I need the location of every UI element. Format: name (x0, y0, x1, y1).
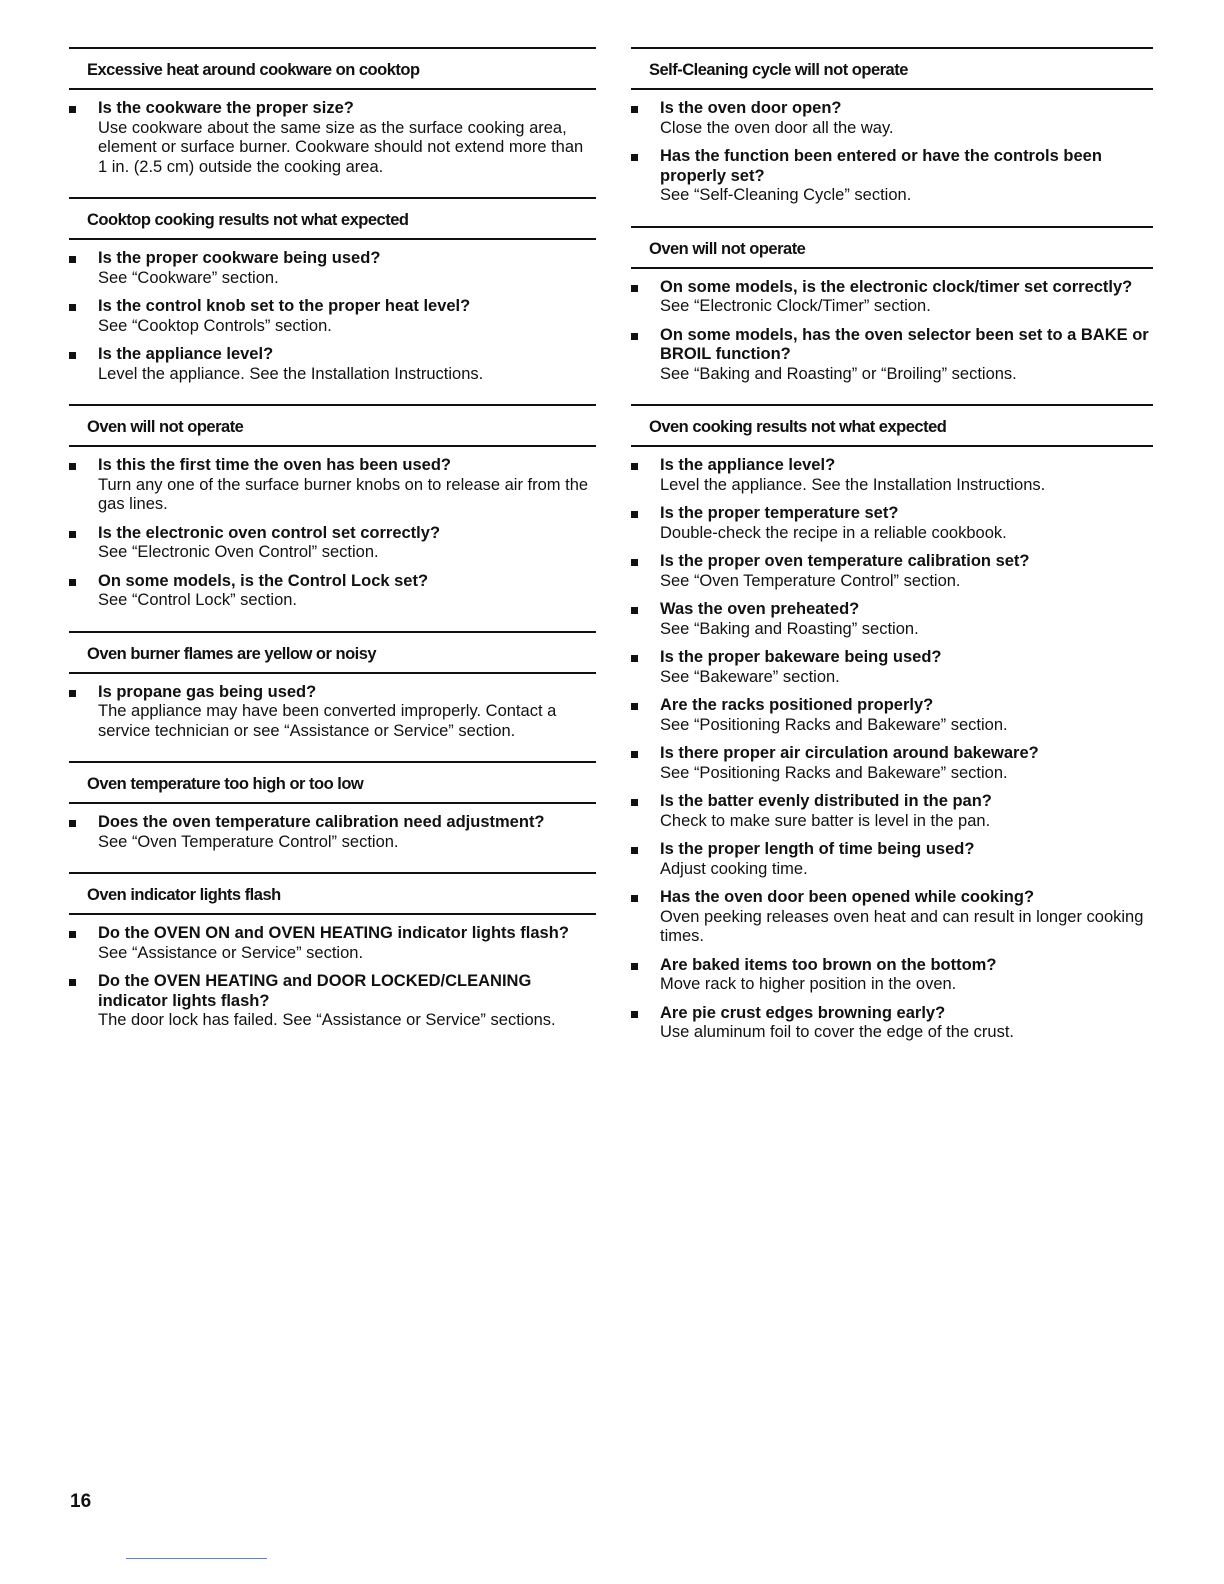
section-title: Oven temperature too high or too low (69, 761, 596, 804)
question-text: Is the proper oven temperature calibration set? (660, 552, 1030, 570)
square-bullet-icon (631, 333, 638, 340)
question-text: Do the OVEN HEATING and DOOR LOCKED/CLEANING indicator lights flash? (98, 972, 532, 1010)
list-item (631, 956, 1153, 995)
list-item (69, 249, 596, 288)
answer-text: Use cookware about the same size as the surface cooking area, element or surface burner. Cookware should not extend more than 1 in. (2.5 cm) outside the cooking area. (98, 118, 584, 176)
square-bullet-icon (69, 256, 76, 263)
answer-text: The appliance may have been converted improperly. Contact a service technician or see “Assistance or Service” section. (98, 702, 557, 740)
square-bullet-icon (69, 931, 76, 938)
list-item (631, 888, 1153, 947)
list-item (631, 840, 1153, 879)
question-list (631, 269, 1153, 405)
list-item (631, 600, 1153, 639)
left-column (69, 47, 596, 1051)
section-title: Oven will not operate (69, 404, 596, 447)
square-bullet-icon (631, 751, 638, 758)
square-bullet-icon (631, 895, 638, 902)
right-column (631, 47, 1153, 1063)
answer-text: Level the appliance. See the Installation Instructions. (98, 364, 484, 383)
list-item (69, 924, 596, 963)
question-list (69, 674, 596, 762)
answer-text: Check to make sure batter is level in the pan. (660, 811, 991, 830)
square-bullet-icon (69, 690, 76, 697)
troubleshooting-section (631, 47, 1153, 226)
section-title: Self-Cleaning cycle will not operate (631, 47, 1153, 90)
square-bullet-icon (631, 607, 638, 614)
section-title: Oven will not operate (631, 226, 1153, 269)
list-item (69, 572, 596, 611)
list-item (631, 1004, 1153, 1043)
question-text: Does the oven temperature calibration need adjustment? (98, 813, 545, 831)
answer-text: See “Electronic Clock/Timer” section. (660, 297, 931, 315)
page-number: 16 (70, 1491, 92, 1512)
list-item (69, 524, 596, 563)
question-text: Was the oven preheated? (660, 600, 860, 618)
question-text: Is the proper cookware being used? (98, 249, 381, 267)
question-list (69, 915, 596, 1051)
square-bullet-icon (69, 304, 76, 311)
troubleshooting-section (69, 872, 596, 1051)
answer-text: Oven peeking releases oven heat and can result in longer cooking times. (660, 907, 1144, 945)
question-list (69, 804, 596, 872)
question-list (69, 447, 596, 631)
answer-text: See “Baking and Roasting” or “Broiling” sections. (660, 364, 1017, 383)
question-text: Is the proper length of time being used? (660, 840, 975, 858)
answer-text: Level the appliance. See the Installation Instructions. (660, 475, 1046, 494)
answer-text: See “Positioning Racks and Bakeware” section. (660, 715, 1008, 734)
question-text: Is the cookware the proper size? (98, 99, 354, 117)
answer-text: Use aluminum foil to cover the edge of the crust. (660, 1023, 1015, 1041)
section-title: Oven cooking results not what expected (631, 404, 1153, 447)
square-bullet-icon (631, 559, 638, 566)
list-item (631, 99, 1153, 138)
list-item (631, 278, 1153, 317)
answer-text: See “Electronic Oven Control” section. (98, 543, 379, 561)
question-text: On some models, is the Control Lock set? (98, 571, 429, 590)
square-bullet-icon (631, 511, 638, 518)
troubleshooting-section (631, 226, 1153, 405)
square-bullet-icon (69, 352, 76, 359)
question-text: Is propane gas being used? (98, 682, 317, 701)
answer-text: See “Self-Cleaning Cycle” section. (660, 186, 912, 204)
question-text: Is the proper temperature set? (660, 504, 899, 522)
question-text: Is the proper bakeware being used? (660, 648, 942, 666)
footer-rule (126, 1558, 267, 1559)
list-item (69, 99, 596, 177)
answer-text: See “Bakeware” section. (660, 667, 840, 686)
answer-text: See “Control Lock” section. (98, 591, 298, 609)
square-bullet-icon (631, 1011, 638, 1018)
answer-text: The door lock has failed. See “Assistance or Service” sections. (98, 1011, 556, 1029)
square-bullet-icon (631, 703, 638, 710)
question-text: Are the racks positioned properly? (660, 696, 934, 714)
square-bullet-icon (631, 463, 638, 470)
troubleshooting-section (69, 47, 596, 197)
section-title: Oven indicator lights flash (69, 872, 596, 915)
answer-text: Double-check the recipe in a reliable cookbook. (660, 523, 1007, 542)
list-item (631, 648, 1153, 687)
question-list (631, 90, 1153, 226)
square-bullet-icon (69, 820, 76, 827)
answer-text: See “Cookware” section. (98, 268, 279, 287)
answer-text: See “Oven Temperature Control” section. (98, 832, 399, 851)
list-item (69, 972, 596, 1031)
question-text: Is the appliance level? (98, 345, 274, 363)
answer-text: Close the oven door all the way. (660, 118, 894, 137)
list-item (631, 744, 1153, 783)
section-title: Cooktop cooking results not what expected (69, 197, 596, 240)
square-bullet-icon (631, 655, 638, 662)
question-text: Is the control knob set to the proper heat level? (98, 297, 471, 315)
troubleshooting-section (69, 197, 596, 404)
answer-text: See “Oven Temperature Control” section. (660, 571, 961, 590)
list-item (69, 345, 596, 384)
troubleshooting-section (69, 404, 596, 631)
question-text: Do the OVEN ON and OVEN HEATING indicator lights flash? (98, 924, 569, 942)
question-text: Is the oven door open? (660, 99, 842, 117)
answer-text: Move rack to higher position in the oven. (660, 975, 957, 993)
question-text: Are baked items too brown on the bottom? (660, 955, 997, 974)
list-item (69, 813, 596, 852)
troubleshooting-section (69, 761, 596, 872)
square-bullet-icon (69, 979, 76, 986)
answer-text: Turn any one of the surface burner knobs on to release air from the gas lines. (98, 475, 589, 513)
square-bullet-icon (69, 463, 76, 470)
question-text: Has the function been entered or have the controls been properly set? (660, 147, 1102, 185)
square-bullet-icon (69, 579, 76, 586)
troubleshooting-section (69, 631, 596, 762)
list-item (69, 456, 596, 515)
question-text: Is the electronic oven control set correctly? (98, 523, 441, 542)
question-text: Is the appliance level? (660, 456, 836, 474)
list-item (631, 552, 1153, 591)
question-text: On some models, has the oven selector been set to a BAKE or BROIL function? (660, 325, 1149, 363)
question-text: On some models, is the electronic clock/timer set correctly? (660, 277, 1133, 296)
section-title: Excessive heat around cookware on cooktop (69, 47, 596, 90)
list-item (631, 456, 1153, 495)
square-bullet-icon (631, 799, 638, 806)
list-item (69, 297, 596, 336)
square-bullet-icon (631, 154, 638, 161)
square-bullet-icon (631, 106, 638, 113)
square-bullet-icon (69, 106, 76, 113)
question-text: Are pie crust edges browning early? (660, 1003, 946, 1022)
question-text: Is the batter evenly distributed in the pan? (660, 792, 992, 810)
answer-text: See “Positioning Racks and Bakeware” section. (660, 763, 1008, 782)
square-bullet-icon (631, 285, 638, 292)
question-text: Is this the first time the oven has been used? (98, 456, 451, 474)
square-bullet-icon (631, 847, 638, 854)
question-text: Has the oven door been opened while cooking? (660, 888, 1035, 906)
question-text: Is there proper air circulation around bakeware? (660, 744, 1039, 762)
section-title: Oven burner flames are yellow or noisy (69, 631, 596, 674)
list-item (69, 683, 596, 742)
troubleshooting-section (631, 404, 1153, 1063)
question-list (69, 240, 596, 404)
list-item (631, 696, 1153, 735)
list-item (631, 792, 1153, 831)
answer-text: See “Baking and Roasting” section. (660, 619, 919, 638)
question-list (69, 90, 596, 197)
answer-text: See “Assistance or Service” section. (98, 943, 364, 962)
list-item (631, 326, 1153, 385)
question-list (631, 447, 1153, 1063)
square-bullet-icon (631, 963, 638, 970)
square-bullet-icon (69, 531, 76, 538)
list-item (631, 504, 1153, 543)
answer-text: Adjust cooking time. (660, 859, 808, 878)
answer-text: See “Cooktop Controls” section. (98, 316, 332, 335)
list-item (631, 147, 1153, 206)
